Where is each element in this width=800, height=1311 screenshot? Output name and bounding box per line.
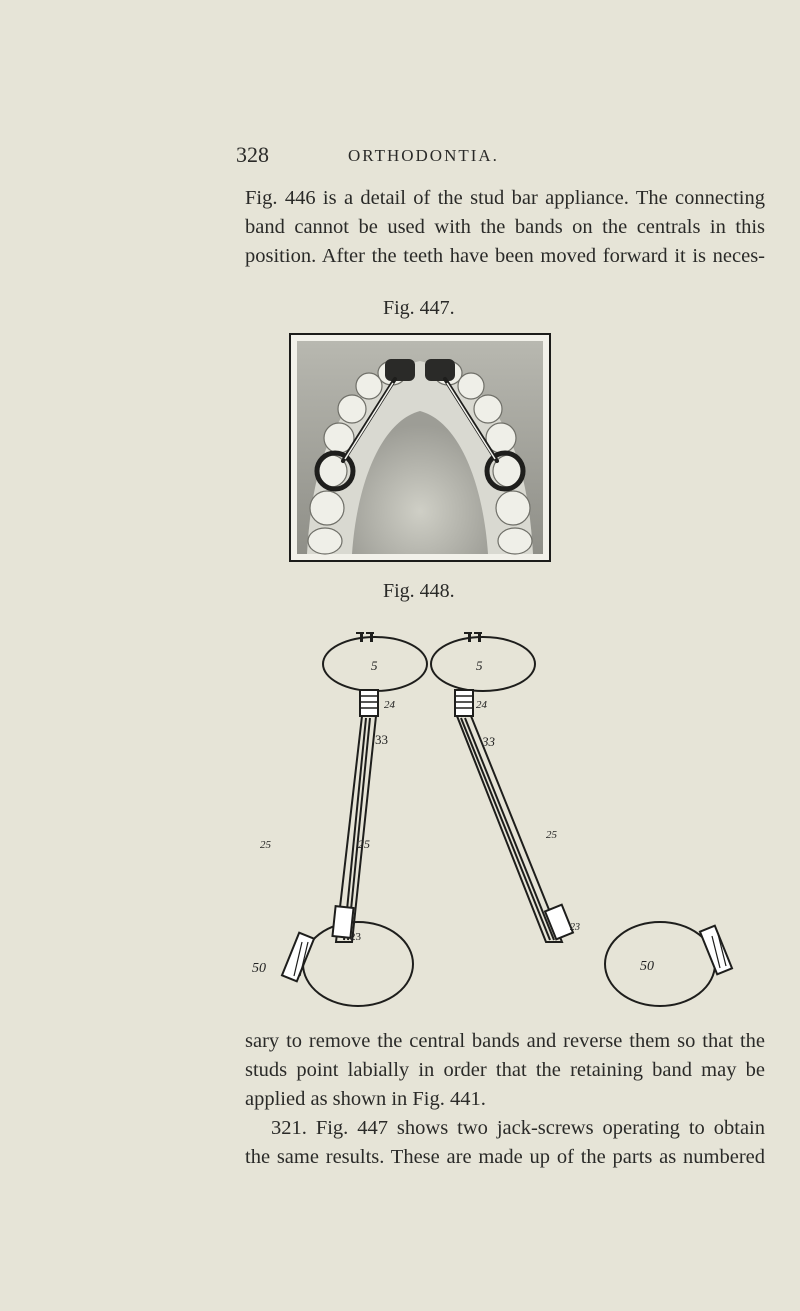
fig-448-caption: Fig. 448. xyxy=(383,580,455,602)
label-left-25a: 25 xyxy=(260,839,271,851)
text-line: sary to remove the central bands and reverse them so that the xyxy=(245,1030,765,1052)
fig-447-photo-frame xyxy=(289,333,551,562)
text-line: band cannot be used with the bands on the centrals in this xyxy=(245,216,765,238)
text-line: 321. Fig. 447 shows two jack-screws operating to obtain xyxy=(271,1117,765,1139)
dental-cast-photo xyxy=(297,341,543,554)
text-line: applied as shown in Fig. 441. xyxy=(245,1088,486,1110)
label-right-top-5: 5 xyxy=(476,658,483,673)
label-right-24: 24 xyxy=(476,699,487,711)
paragraph-1 xyxy=(245,184,765,271)
label-left-24: 24 xyxy=(384,699,395,711)
right-central-band xyxy=(431,637,535,691)
label-left-23: 23 xyxy=(350,931,361,943)
label-left-50: 50 xyxy=(252,961,266,976)
text-line: position. After the teeth have been moved forward it is neces- xyxy=(245,245,765,267)
label-right-50: 50 xyxy=(640,959,654,974)
label-right-23: 23 xyxy=(570,922,580,933)
label-left-25b: 25 xyxy=(358,837,370,851)
text-line: studs point labially in order that the retaining band may be xyxy=(245,1059,765,1081)
label-left-top-5: 5 xyxy=(371,658,378,673)
fig-448-jack-screw-diagram xyxy=(252,612,790,1032)
label-right-33: 33 xyxy=(482,734,495,749)
right-molar-band xyxy=(605,922,715,1006)
fig-447-caption: Fig. 447. xyxy=(383,297,455,319)
label-left-33: 33 xyxy=(375,732,388,747)
running-title: ORTHODONTIA. xyxy=(348,146,499,165)
page-header xyxy=(236,142,756,172)
text-line: Fig. 446 is a detail of the stud bar appliance. The connecting xyxy=(245,187,765,209)
page-number: 328 xyxy=(236,142,269,167)
paragraph-2 xyxy=(245,1027,765,1172)
label-right-25: 25 xyxy=(546,829,557,841)
text-line: the same results. These are made up of the parts as numbered xyxy=(245,1146,765,1168)
